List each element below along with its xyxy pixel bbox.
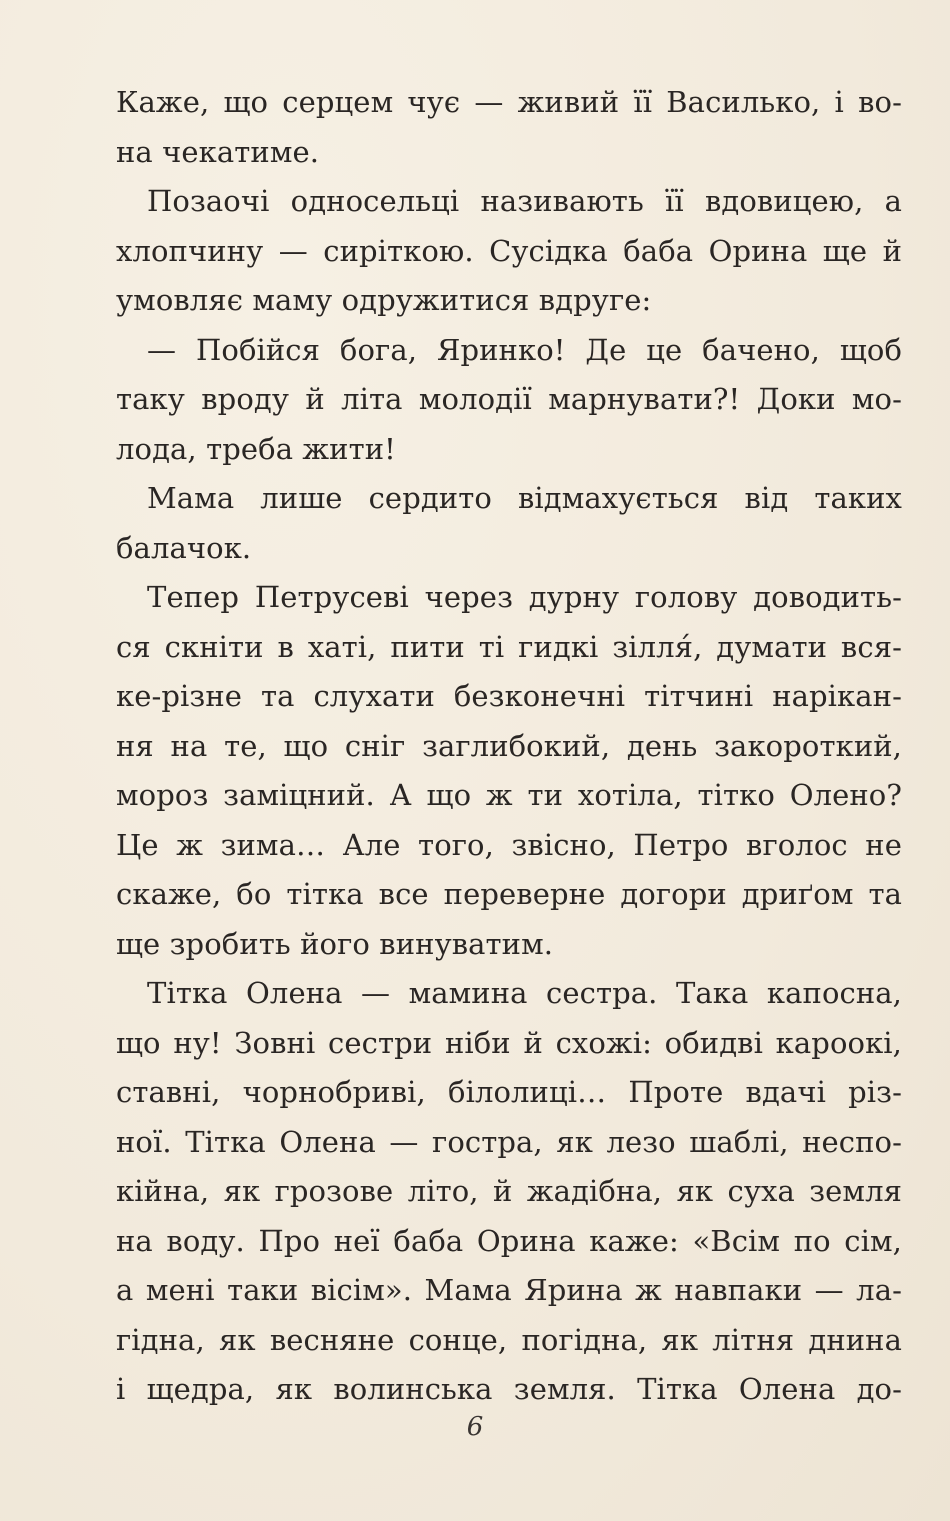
text-line: умовляє маму одружитися вдруге: bbox=[116, 283, 652, 317]
text-line: Це ж зима… Але того, звісно, Петро вголос не bbox=[116, 827, 902, 862]
text-line: скаже, бо тітка все переверне догори дриґом та bbox=[116, 877, 902, 911]
text-line: ке-різне та слухати безконечні тітчині нарікан- bbox=[116, 679, 902, 713]
text-line: таку вроду й літа молодії марнувати?! Доки мо- bbox=[116, 382, 902, 416]
text-line: ставні, чорнобриві, білолиці… Проте вдачі різ- bbox=[116, 1075, 902, 1109]
text-line: — Побійся бога, Яринко! Де це бачено, щоб bbox=[147, 332, 902, 367]
text-line: на воду. Про неї баба Орина каже: «Всім по сім, bbox=[116, 1223, 902, 1258]
page-number: 6 bbox=[466, 1412, 484, 1442]
text-line: на чекатиме. bbox=[116, 134, 320, 169]
text-line: Каже, що серцем чує — живий її Василько, і во- bbox=[116, 85, 902, 119]
text-line: ня на те, що сніг заглибокий, день закороткий, bbox=[116, 728, 902, 763]
text-line: хлопчину — сиріткою. Сусідка баба Орина ще й bbox=[116, 233, 902, 268]
text-line: мороз заміцний. А що ж ти хотіла, тітко Олено? bbox=[116, 778, 902, 812]
text-line: лода, треба жити! bbox=[116, 431, 396, 466]
text-line: балачок. bbox=[116, 530, 252, 565]
text-line: ся скніти в хаті, пити ті гидкі зілля́, думати вся- bbox=[116, 629, 902, 664]
text-line: ще зробить його винуватим. bbox=[116, 926, 554, 961]
text-line: що ну! Зовні сестри ніби й схожі: обидві кароокі, bbox=[116, 1025, 902, 1060]
text-line: Позаочі односельці називають її вдовицею, а bbox=[147, 184, 902, 218]
text-line: Мама лише сердито відмахується від таких bbox=[147, 481, 902, 515]
text-line: Тітка Олена — мамина сестра. Така капосна, bbox=[147, 976, 902, 1010]
text-line: Тепер Петрусеві через дурну голову доводить- bbox=[147, 580, 902, 614]
body-text bbox=[116, 78, 902, 1415]
text-line: а мені таки вісім». Мама Ярина ж навпаки — ла- bbox=[116, 1273, 902, 1307]
text-line: кійна, як грозове літо, й жадібна, як суха земля bbox=[116, 1174, 902, 1208]
text-line: гідна, як весняне сонце, погідна, як літня днина bbox=[116, 1322, 902, 1357]
text-line: ної. Тітка Олена — гостра, як лезо шаблі, неспо- bbox=[116, 1124, 902, 1159]
text-line: і щедра, як волинська земля. Тітка Олена до- bbox=[116, 1372, 902, 1406]
